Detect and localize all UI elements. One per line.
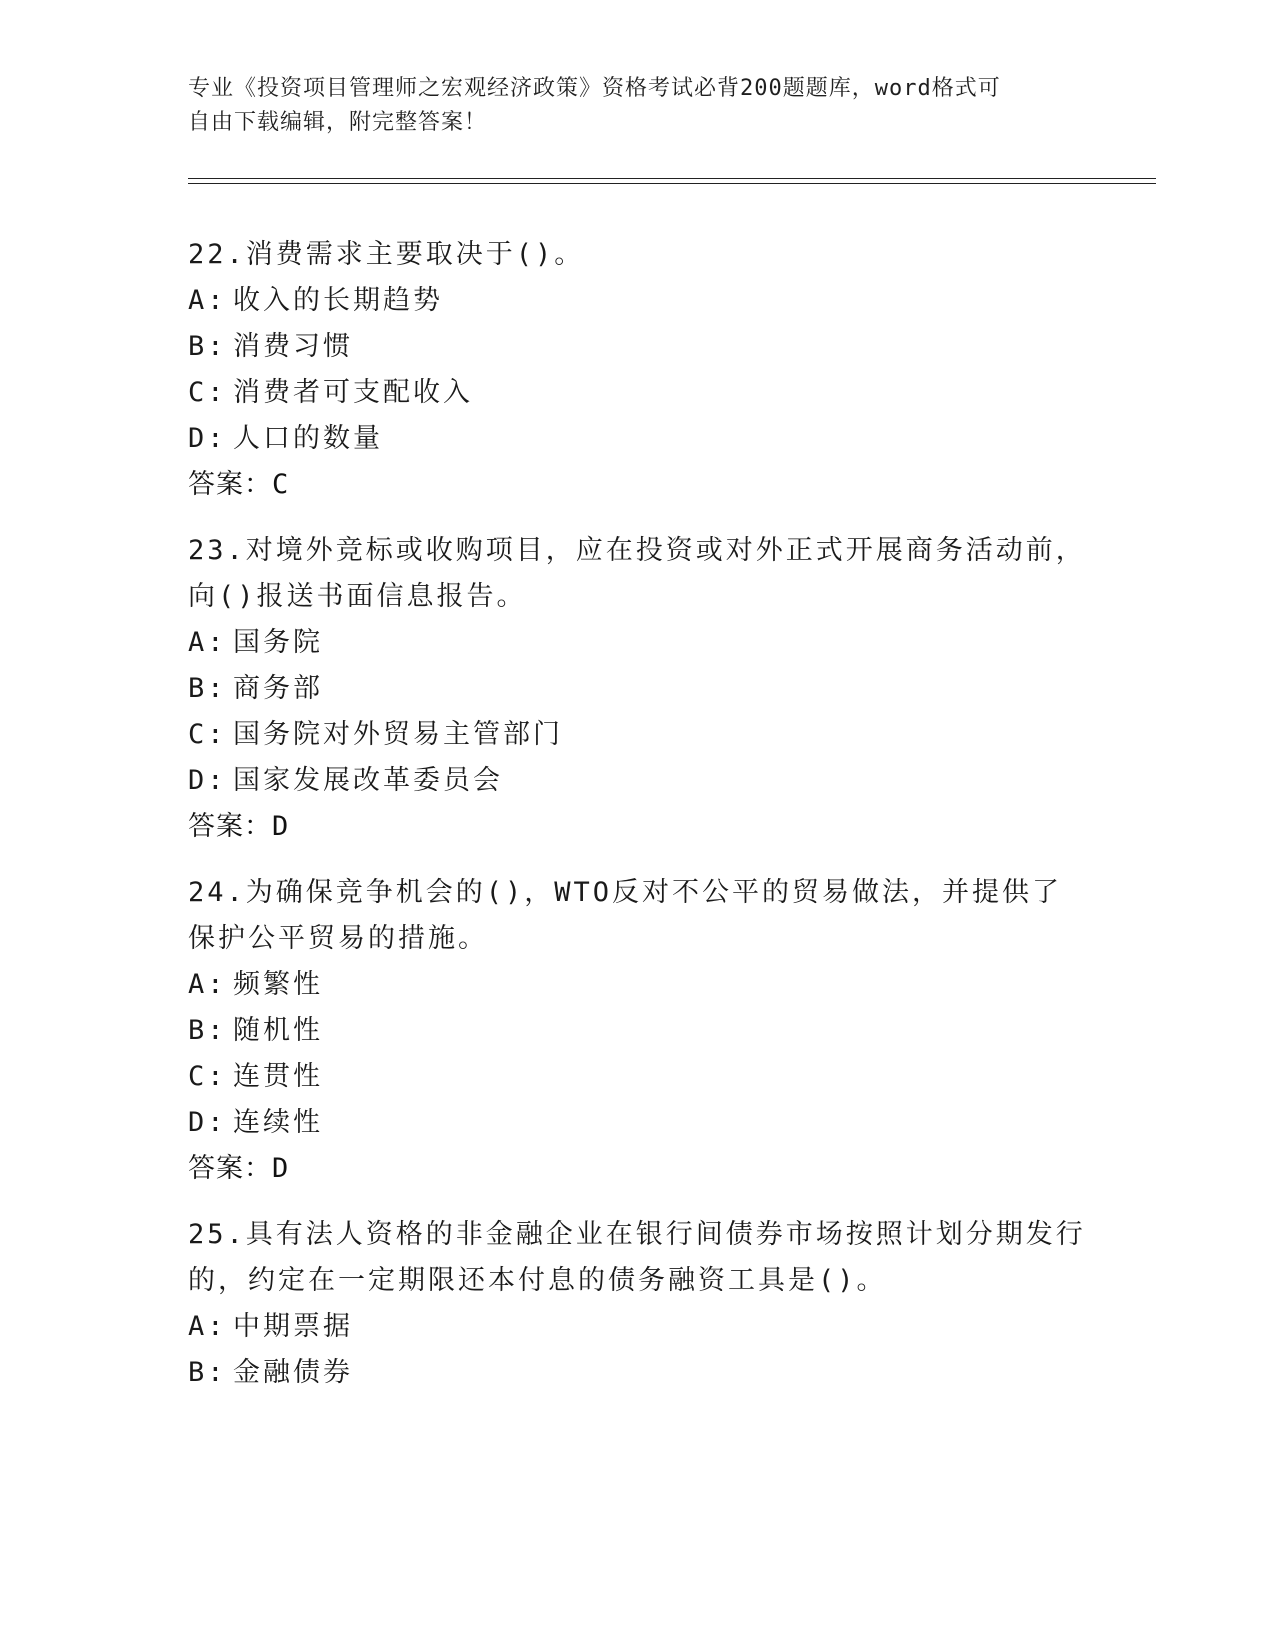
option-d [188,416,1088,462]
option-letter: B: [188,1357,227,1388]
option-text: 国家发展改革委员会 [233,765,503,796]
option-letter: C: [188,377,227,408]
option-a [188,1304,1088,1350]
option-c [188,1054,1088,1100]
option-d [188,758,1088,804]
option-letter: B: [188,331,227,362]
answer-line [188,462,1088,508]
option-text: 商务部 [233,673,323,704]
option-text: 随机性 [233,1015,323,1046]
answer-value: D [272,811,289,842]
option-text: 收入的长期趋势 [233,285,443,316]
answer-value: D [272,1153,289,1184]
option-text: 国务院 [233,627,323,658]
option-text: 频繁性 [233,969,323,1000]
answer-label: 答案： [188,1153,272,1184]
option-d [188,1100,1088,1146]
option-letter: A: [188,969,227,1000]
option-text: 消费者可支配收入 [233,377,473,408]
option-text: 国务院对外贸易主管部门 [233,719,563,750]
option-text: 连续性 [233,1107,323,1138]
option-b [188,324,1088,370]
option-a [188,962,1088,1008]
option-text: 中期票据 [233,1311,353,1342]
answer-line [188,804,1088,850]
question-stem: 23.对境外竞标或收购项目，应在投资或对外正式开展商务活动前，向()报送书面信息报告。 [188,535,1086,612]
option-c [188,370,1088,416]
question-25 [188,1212,1088,1396]
option-b [188,1350,1088,1396]
option-letter: D: [188,765,227,796]
question-22 [188,232,1088,508]
option-b [188,666,1088,712]
option-text: 人口的数量 [233,423,383,454]
option-a [188,620,1088,666]
option-letter: A: [188,285,227,316]
option-b [188,1008,1088,1054]
answer-line [188,1146,1088,1192]
header-line-1: 专业《投资项目管理师之宏观经济政策》资格考试必背200题题库，word格式可 [188,76,1001,101]
option-letter: B: [188,673,227,704]
option-letter: A: [188,627,227,658]
header-divider-top [188,178,1156,179]
answer-label: 答案： [188,811,272,842]
option-letter: C: [188,719,227,750]
option-letter: D: [188,1107,227,1138]
option-text: 消费习惯 [233,331,353,362]
document-header [188,72,1068,140]
answer-value: C [272,469,289,500]
answer-label: 答案： [188,469,272,500]
option-c [188,712,1088,758]
question-23 [188,528,1088,850]
option-text: 金融债券 [233,1357,353,1388]
option-letter: B: [188,1015,227,1046]
question-list [188,232,1088,1416]
question-stem: 22.消费需求主要取决于()。 [188,239,585,270]
header-divider-bottom [188,183,1156,184]
option-letter: D: [188,423,227,454]
question-stem: 25.具有法人资格的非金融企业在银行间债券市场按照计划分期发行的，约定在一定期限还本付息的债务融资工具是()。 [188,1219,1086,1296]
question-24 [188,870,1088,1192]
option-a [188,278,1088,324]
option-text: 连贯性 [233,1061,323,1092]
question-stem: 24.为确保竞争机会的()，WTO反对不公平的贸易做法，并提供了保护公平贸易的措施。 [188,877,1063,954]
option-letter: A: [188,1311,227,1342]
option-letter: C: [188,1061,227,1092]
header-line-2: 自由下载编辑，附完整答案！ [188,110,488,135]
